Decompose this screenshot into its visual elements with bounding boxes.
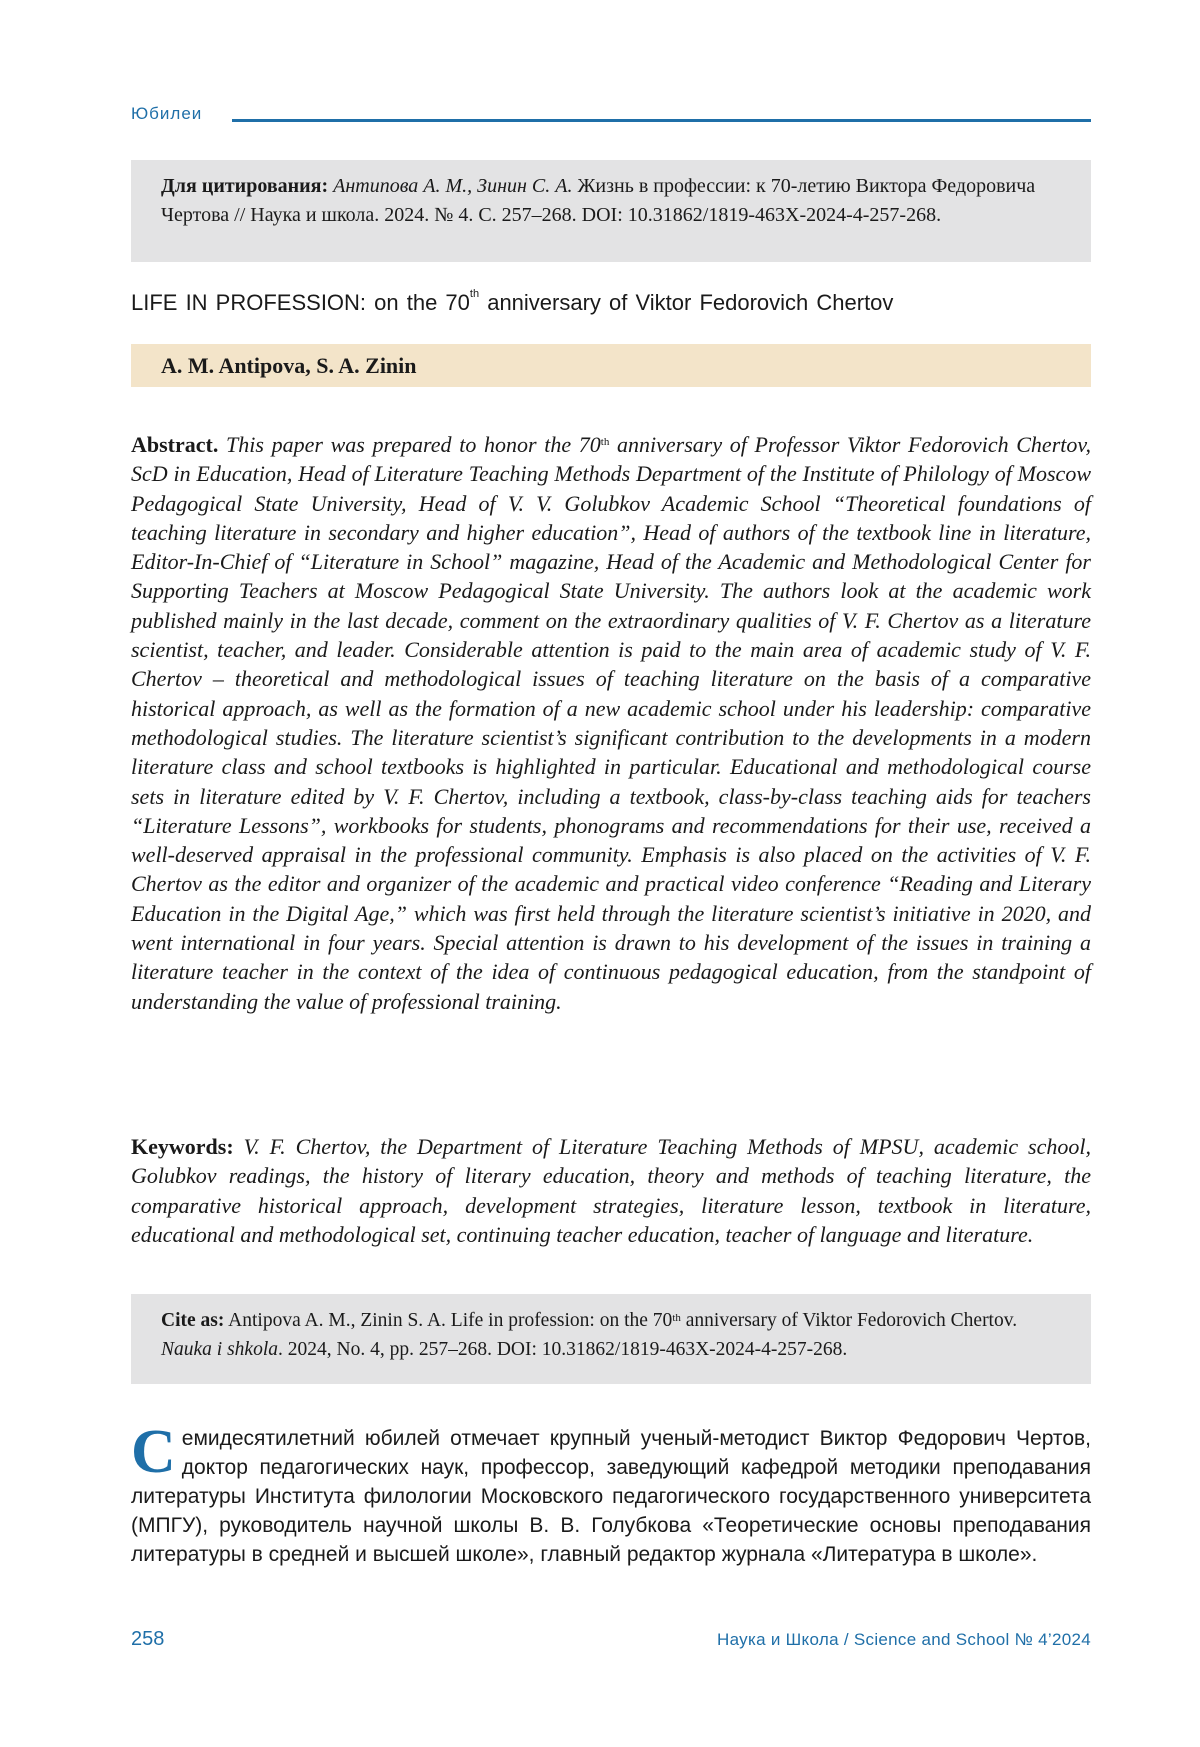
body-paragraph-text: емидесятилетний юбилей отмечает крупный ученый-методист Виктор Федорович Чертов, доктор педагогических наук, профессор, заведующий кафедрой методики преподавания литературы Института филологии Московского педагогического государственного университета (МПГУ), руководитель научной школы В. В. Голубкова «Теоретические основы преподавания литературы в средней и высшей школе», главный редактор журнала «Литература в школе».: [131, 1427, 1091, 1566]
english-title-rest: anniversary of Viktor Fedorovich Chertov: [479, 290, 894, 315]
keywords-label: Keywords:: [131, 1134, 234, 1159]
abstract-text: anniversary of Professor Viktor Fedorovich Chertov, ScD in Education, Head of Literature Teaching Methods Department of the Institute of Philology of Moscow Pedagogical State University, Head of V. V. Golubkov Academic School “Theoretical foundations of teaching literature in secondary and higher education”, Head of authors of the textbook line in literature, Editor-In-Chief of “Literature in School” magazine, Head of the Academic and Methodological Center for Supporting Teachers at Moscow Pedagogical State University. The authors look at the academic work published mainly in the last decade, comment on the extraordinary qualities of V. F. Chertov as a literature scientist, teacher, and leader. Considerable attention is paid to the main area of academic study of V. F. Chertov – theoretical and methodological issues of teaching literature on the basis of a comparative historical approach, as well as the formation of a new academic school under his leadership: comparative methodological studies. The literature scientist’s significant contribution to the developments in a modern literature class and school textbooks is highlighted in particular. Educational and methodological course sets in literature edited by V. F. Chertov, including a textbook, class-by-class teaching aids for teachers “Literature Lessons”, workbooks for students, phonograms and recommendations for their use, received a well-deserved appraisal in the professional community. Emphasis is also placed on the activities of V. F. Chertov as the editor and organizer of the academic and practical video conference “Reading and Literary Education in the Digital Age,” which was first held through the literature scientist’s initiative in 2020, and went international in four years. Special attention is drawn to his development of the issues in training a literature teacher in the context of the idea of continuous pedagogical education, from the standpoint of understanding the value of professional training.: [131, 432, 1092, 1014]
abstract: [131, 430, 1091, 1016]
drop-cap: С: [131, 1418, 176, 1486]
authors-names: A. M. Antipova, S. A. Zinin: [161, 353, 417, 378]
citation-en-mid: anniversary of Viktor Fedorovich Chertov.: [680, 1310, 1018, 1331]
authors-box: [131, 344, 1091, 387]
citation-ru-authors: Антипова А. М., Зинин С. А.: [333, 175, 573, 197]
journal-footer: Наука и Школа / Science and School № 4’2024: [717, 1630, 1091, 1649]
citation-ru-label: Для цитирования:: [161, 175, 329, 197]
citation-en-journal: Nauka i shkola: [161, 1339, 278, 1360]
citation-ru-box: [131, 160, 1091, 262]
english-title-sup: th: [469, 288, 480, 300]
abstract-sup: th: [600, 436, 610, 448]
abstract-intro: This paper was prepared to honor the 70: [218, 432, 601, 457]
section-title: Юбилеи: [131, 104, 203, 123]
section-divider: [232, 119, 1091, 122]
citation-en-label: Cite as:: [161, 1310, 225, 1331]
citation-en-box: [131, 1294, 1091, 1384]
page-number: 258: [131, 1628, 165, 1650]
citation-en-after: . 2024, No. 4, pp. 257–268. DOI: 10.31862/1819-463X-2024-4-257-268.: [278, 1339, 848, 1360]
english-title: [131, 290, 1091, 316]
body-paragraph: [131, 1418, 1091, 1569]
citation-en-text: Antipova A. M., Zinin S. A. Life in profession: on the 70: [224, 1310, 673, 1331]
section-header: [131, 104, 1091, 126]
abstract-label: Abstract.: [131, 432, 219, 457]
citation-ru-text: Жизнь в профессии: к 70-летию Виктора Федоровича Чертова // Наука и школа. 2024. № 4. С. 257–268. DOI: 10.31862/1819-463X-2024-4-257-268.: [161, 175, 1036, 226]
english-title-main: LIFE IN PROFESSION: on the 70: [131, 290, 470, 315]
keywords-text: V. F. Chertov, the Department of Literature Teaching Methods of MPSU, academic school, Golubkov readings, the history of literary education, theory and methods of teaching literature, the comparative historical approach, development strategies, literature lesson, textbook in literature, educational and methodological set, continuing teacher education, teacher of language and literature.: [131, 1134, 1091, 1247]
citation-en-sup: th: [672, 1312, 681, 1324]
keywords: [131, 1132, 1091, 1249]
